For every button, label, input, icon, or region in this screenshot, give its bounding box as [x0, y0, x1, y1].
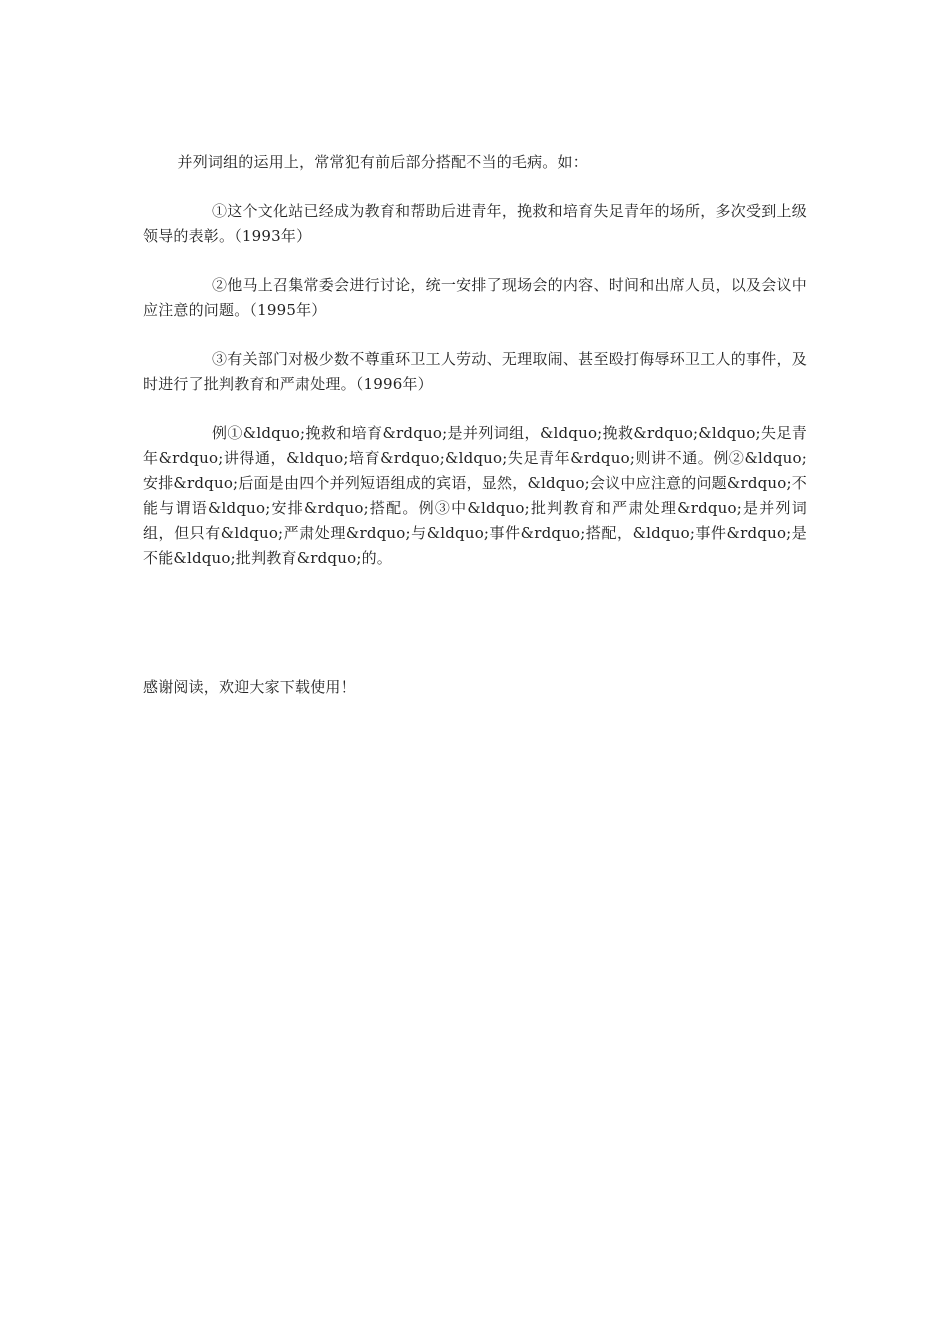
document-body	[143, 150, 807, 595]
intro-paragraph: 并列词组的运用上，常常犯有前后部分搭配不当的毛病。如：	[177, 153, 588, 171]
example-3-paragraph: ③有关部门对极少数不尊重环卫工人劳动、无理取闹、甚至殴打侮辱环卫工人的事件，及时进行了批判教育和严肃处理。（1996年）	[143, 350, 807, 393]
analysis-paragraph: 例①&ldquo;挽救和培育&rdquo;是并列词组，&ldquo;挽救&rdquo;&ldquo;失足青年&rdquo;讲得通，&ldquo;培育&rdquo;&ldquo;失足青年&rdquo;则讲不通。例②&ldquo;安排&rdquo;后面是由四个并列短语组成的宾语，显然，&ldquo;会议中应注意的问题&rdquo;不能与谓语&ldquo;安排&rdquo;搭配。例③中&ldquo;批判教育和严肃处理&rdquo;是并列词组，但只有&ldquo;严肃处理&rdquo;与&ldquo;事件&rdquo;搭配，&ldquo;事件&rdquo;是不能&ldquo;批判教育&rdquo;的。	[143, 424, 807, 567]
example-1-paragraph: ①这个文化站已经成为教育和帮助后进青年，挽救和培育失足青年的场所，多次受到上级领导的表彰。（1993年）	[143, 202, 807, 245]
example-2-paragraph: ②他马上召集常委会进行讨论，统一安排了现场会的内容、时间和出席人员，以及会议中应注意的问题。（1995年）	[143, 276, 807, 319]
closing-line: 感谢阅读，欢迎大家下载使用！	[143, 678, 356, 696]
